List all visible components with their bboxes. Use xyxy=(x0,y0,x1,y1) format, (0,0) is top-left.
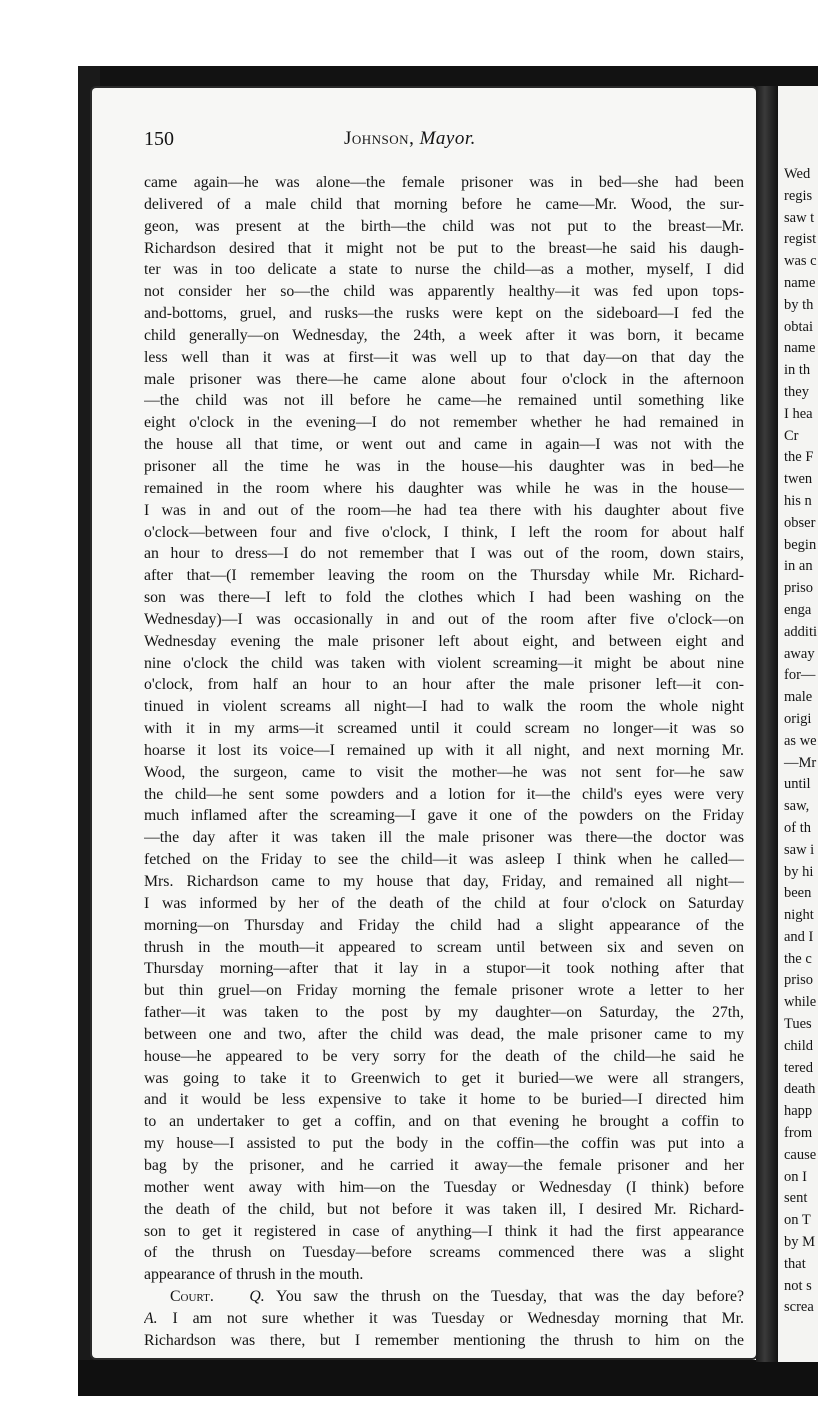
facing-page-fragment: enga xyxy=(784,601,812,618)
facing-page-fragment: on I xyxy=(784,1168,807,1185)
text-line: father—it was taken to the post by my daughter—on Saturday, the 27th, xyxy=(144,1004,744,1022)
answer-text: I am not sure whether it was Tuesday or Wednesday morning that Mr. xyxy=(172,1309,744,1327)
text-line: Wednesday)—I was occasionally in and out of the room after five o'clock—on xyxy=(144,610,744,628)
text-line: thrush in the mouth—it appeared to scream until between six and seven on xyxy=(144,938,744,956)
court-question-line xyxy=(144,1286,744,1308)
facing-page-fragment: on T xyxy=(784,1212,811,1229)
facing-page-fragment: by hi xyxy=(784,863,814,880)
text-line: the child—he sent some powders and a lotion for it—the child's eyes were very xyxy=(144,785,744,803)
facing-page-fragment: saw, xyxy=(784,798,810,815)
facing-page-fragment: happ xyxy=(784,1103,813,1120)
facing-page-fragment: screa xyxy=(784,1299,814,1316)
text-line: —the child was not ill before he came—he remained until something like xyxy=(144,392,744,410)
facing-page-fragment: night xyxy=(784,907,814,924)
text-line: Thursday morning—after that it lay in a stupor—it took nothing after that xyxy=(144,960,744,978)
facing-page-fragment: in th xyxy=(784,362,811,379)
facing-page-fragment: twen xyxy=(784,471,813,488)
text-line: an hour to dress—I do not remember that I was out of the room, down stairs, xyxy=(144,545,744,563)
facing-page-fragment: saw t xyxy=(784,209,815,226)
facing-page-fragment: by th xyxy=(784,296,814,313)
text-line: the house all that time, or went out and came in again—I was not with the xyxy=(144,436,744,454)
text-line: Wednesday evening the male prisoner left about eight, and between eight and xyxy=(144,632,744,650)
testimony-text xyxy=(144,172,744,1352)
text-line: but thin gruel—on Friday morning the female prisoner wrote a letter to her xyxy=(144,982,744,1000)
text-line: I was in and out of the room—he had tea there with his daughter about five xyxy=(144,501,744,519)
text-line: prisoner all the time he was in the house—his daughter was in bed—he xyxy=(144,457,744,475)
text-line: not consider her so—the child was apparently healthy—it was fed upon tops- xyxy=(144,283,744,301)
text-line: mother went away with him—on the Tuesday or Wednesday (I think) before xyxy=(144,1178,744,1196)
facing-page-fragment: name xyxy=(784,340,816,357)
facing-page-fragment: of th xyxy=(784,819,811,836)
facing-page-fragment: origi xyxy=(784,710,812,727)
text-line: child generally—on Wednesday, the 24th, a week after it was born, it became xyxy=(144,326,744,344)
page-number: 150 xyxy=(144,128,174,150)
text-line: with it in my arms—it screamed until it could scream no longer—it was so xyxy=(144,720,744,738)
text-line: —the day after it was taken ill the male prisoner was there—the doctor was xyxy=(144,829,744,847)
facing-page-fragment: from xyxy=(784,1125,813,1142)
court-speaker: Court. xyxy=(170,1288,214,1306)
facing-page-fragment: Tues xyxy=(784,1016,812,1033)
text-line: eight o'clock in the evening—I do not remember whether he had remained in xyxy=(144,414,744,432)
answer-line xyxy=(144,1308,744,1330)
text-line: morning—on Thursday and Friday the child had a slight appearance of the xyxy=(144,916,744,934)
facing-page-fragment: the F xyxy=(784,449,814,466)
facing-page-fragment: his n xyxy=(784,492,812,509)
text-line: geon, was present at the birth—the child was not put to the breast—Mr. xyxy=(144,217,744,235)
facing-page-fragment: priso xyxy=(784,580,813,597)
text-line: appearance of thrush in the mouth. xyxy=(144,1266,364,1284)
answer-marker: A. xyxy=(144,1309,158,1327)
facing-page-fragment: Cr xyxy=(784,427,799,444)
text-line: Richardson desired that it might not be put to the breast—he said his daugh- xyxy=(144,239,744,257)
facing-page-fragment: been xyxy=(784,885,812,902)
facing-page-fragment: that xyxy=(784,1255,806,1272)
facing-page-fragment: while xyxy=(784,994,817,1011)
text-line: ter was in too delicate a state to nurse the child—as a mother, myself, I did xyxy=(144,261,744,279)
scan-border-bottom xyxy=(78,1360,818,1396)
text-line: to an undertaker to get a coffin, and on that evening he brought a coffin to xyxy=(144,1113,744,1131)
facing-page-fragment: —Mr xyxy=(784,754,817,771)
text-line: less well than it was at first—it was well up to that day—on that day the xyxy=(144,348,744,366)
text-line: remained in the room where his daughter was while he was in the house— xyxy=(144,479,744,497)
facing-page-fragment: not s xyxy=(784,1277,812,1294)
facing-page-fragment: the c xyxy=(784,950,812,967)
text-line: house—he appeared to be very sorry for the death of the child—he said he xyxy=(144,1047,744,1065)
facing-page-fragment: saw i xyxy=(784,841,815,858)
text-line: between one and two, after the child was dead, the male prisoner came to my xyxy=(144,1025,744,1043)
facing-page-fragment: additi xyxy=(784,623,818,640)
facing-page-fragment: as we xyxy=(784,732,817,749)
facing-page-text xyxy=(778,86,818,1319)
facing-page-fragment: name xyxy=(784,274,816,291)
running-title xyxy=(344,128,476,150)
text-line: I was informed by her of the death of the child at four o'clock on Saturday xyxy=(144,894,744,912)
text-line: and it would be less expensive to take it home to be buried—I directed him xyxy=(144,1091,744,1109)
facing-page-fragment: until xyxy=(784,776,811,793)
facing-page-fragment: male xyxy=(784,689,813,706)
text-line: son was there—I left to fold the clothes which I had been washing on the xyxy=(144,589,744,607)
text-line: and-bottoms, gruel, and rusks—the rusks were kept on the sideboard—I fed the xyxy=(144,305,744,323)
text-line: son to get it registered in case of anything—I think it had the first appearance xyxy=(144,1222,744,1240)
facing-page-fragment: by M xyxy=(784,1234,816,1251)
facing-page-fragment: child xyxy=(784,1037,813,1054)
facing-page-fragment: away xyxy=(784,645,815,662)
facing-page-fragment: was c xyxy=(784,253,817,270)
facing-page-fragment: begin xyxy=(784,536,817,553)
facing-page-fragment: sent xyxy=(784,1190,808,1207)
text-line: male prisoner was there—he came alone about four o'clock in the afternoon xyxy=(144,370,744,388)
text-line: was going to take it to Greenwich to get it buried—we were all strangers, xyxy=(144,1069,744,1087)
text-line: tinued in violent screams all night—I had to walk the room the whole night xyxy=(144,698,744,716)
text-line: o'clock, from half an hour to an hour after the male prisoner left—it con- xyxy=(144,676,744,694)
facing-page-fragment: they xyxy=(784,383,809,400)
facing-page-fragment: obser xyxy=(784,514,816,531)
facing-page-fragment: regis xyxy=(784,187,813,204)
text-line: nine o'clock the child was taken with violent screaming—it might be about nine xyxy=(144,654,744,672)
facing-page-fragment: Wed xyxy=(784,166,811,182)
facing-page-fragment: tered xyxy=(784,1059,813,1076)
facing-page-fragment: regist xyxy=(784,231,817,248)
facing-page-fragment: for— xyxy=(784,667,816,684)
text-line: hoarse it lost its voice—I remained up with it all night, and next morning Mr. xyxy=(144,741,744,759)
text-line: Mrs. Richardson came to my house that day, Friday, and remained all night— xyxy=(144,873,744,890)
text-line: my house—I assisted to put the body in the coffin—the coffin was put into a xyxy=(144,1135,744,1153)
answer-line: Richardson was there, but I remember mentioning the thrush to him on the xyxy=(144,1331,744,1349)
running-head xyxy=(144,128,744,158)
running-title-name: Johnson, xyxy=(344,128,415,149)
text-line: o'clock—between four and five o'clock, I think, I left the room for about half xyxy=(144,523,744,541)
text-line: came again—he was alone—the female prisoner was in bed—she had been xyxy=(144,174,744,191)
facing-page-fragment: death xyxy=(784,1081,816,1098)
text-line: much inflamed after the screaming—I gave it one of the powders on the Friday xyxy=(144,807,744,825)
facing-page-fragment: and I xyxy=(784,928,814,945)
question-text: You saw the thrush on the Tuesday, that was the day before? xyxy=(276,1288,744,1306)
text-line: the death of the child, but not before it was taken ill, I desired Mr. Richard- xyxy=(144,1200,744,1218)
text-line: fetched on the Friday to see the child—it was asleep I think when he called— xyxy=(144,851,744,869)
text-line: after that—(I remember leaving the room on the Thursday while Mr. Richard- xyxy=(144,567,744,585)
facing-page-fragment: in an xyxy=(784,558,813,575)
facing-page-fragment: I hea xyxy=(784,405,813,422)
facing-page-fragment: obtai xyxy=(784,318,813,335)
question-marker: Q. xyxy=(249,1288,265,1306)
facing-page-fragment: cause xyxy=(784,1146,817,1163)
running-title-role: Mayor. xyxy=(419,128,476,149)
facing-page-fragment: priso xyxy=(784,972,813,989)
text-line: delivered of a male child that morning before he came—Mr. Wood, the sur- xyxy=(144,195,744,213)
text-line: bag by the prisoner, and he carried it away—the female prisoner and her xyxy=(144,1156,744,1174)
book-gutter xyxy=(756,86,778,1362)
text-line: of the thrush on Tuesday—before screams commenced there was a slight xyxy=(144,1244,744,1262)
facing-page xyxy=(778,86,818,1362)
text-line: Wood, the surgeon, came to visit the mother—he was not sent for—he saw xyxy=(144,763,744,781)
